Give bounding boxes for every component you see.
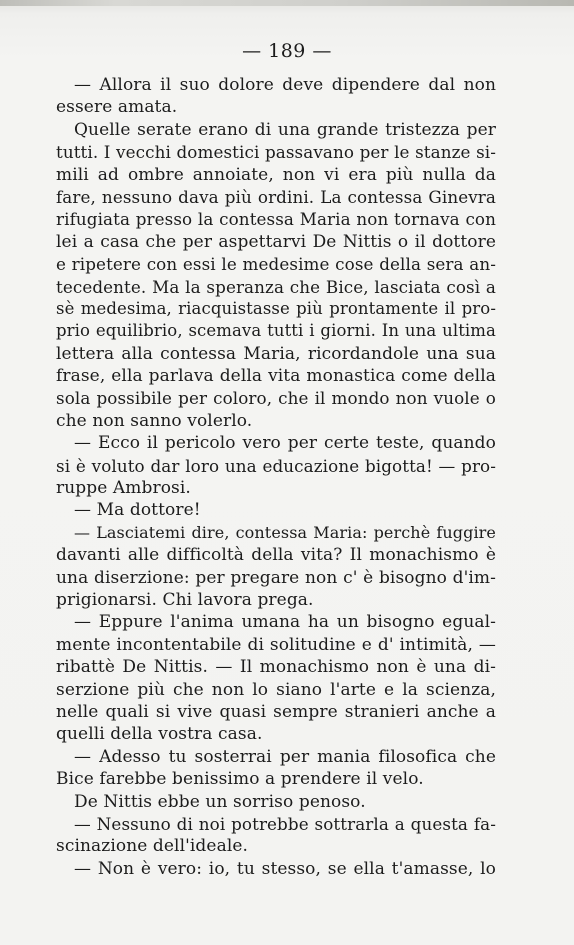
text-line: davanti alle difficoltà della vita? Il monachismo è: [56, 545, 496, 566]
text-line: ribattè De Nittis. — Il monachismo non è una di-: [56, 657, 496, 678]
text-line: fare, nessuno dava più ordini. La contessa Ginevra: [56, 186, 496, 207]
text-line: — Lasciatemi dire, contessa Maria: perchè fuggire: [74, 522, 496, 542]
text-line: una diserzione: per pregare non c' è bisogno d'im-: [56, 567, 496, 588]
text-line: De Nittis ebbe un sorriso penoso.: [74, 791, 366, 812]
text-line: quelli della vostra casa.: [56, 724, 263, 745]
text-line: sè medesima, riacquistasse più prontamente il pro-: [56, 298, 496, 318]
text-line: — Nessuno di noi potrebbe sottrarla a questa fa-: [74, 813, 496, 834]
text-line: — Eppure l'anima umana ha un bisogno egual-: [74, 612, 496, 633]
text-line: che non sanno volerlo.: [56, 410, 253, 431]
text-line: e ripetere con essi le medesime cose della sera an-: [56, 254, 496, 275]
text-line: serzione più che non lo siano l'arte e la scienza,: [56, 679, 496, 700]
text-line: prigionarsi. Chi lavora prega.: [56, 589, 314, 610]
text-line: — Ecco il pericolo vero per certe teste, quando: [74, 433, 496, 454]
page-number: — 189 —: [242, 40, 332, 62]
text-line: sola possibile per coloro, che il mondo non vuole o: [56, 388, 496, 409]
text-line: mili ad ombre annoiate, non vi era più nulla da: [56, 164, 496, 185]
text-line: si è voluto dar loro una educazione bigotta! — pro-: [56, 455, 496, 476]
text-line: prio equilibrio, scemava tutti i giorni. In una ultima: [56, 321, 496, 341]
text-line: essere amata.: [56, 97, 178, 118]
text-line: mente incontentabile di solitudine e d' intimità, —: [56, 634, 496, 655]
text-line: ruppe Ambrosi.: [56, 478, 191, 499]
text-line: frase, ella parlava della vita monastica come della: [56, 366, 496, 387]
text-line: rifugiata presso la contessa Maria non tornava con: [56, 209, 496, 230]
page-top-edge: [0, 0, 574, 6]
text-line: tecedente. Ma la speranza che Bice, lasciata così a: [56, 276, 496, 297]
text-line: Quelle serate erano di una grande tristezza per: [74, 119, 496, 140]
text-line: — Adesso tu sosterrai per mania filosofica che: [74, 746, 496, 767]
text-line: — Non è vero: io, tu stesso, se ella t'amasse, lo: [74, 858, 496, 879]
text-line: scinazione dell'ideale.: [56, 836, 249, 857]
text-line: nelle quali si vive quasi sempre stranieri anche a: [56, 701, 496, 722]
text-line: tutti. I vecchi domestici passavano per le stanze si-: [56, 142, 496, 163]
text-line: — Ma dottore!: [74, 500, 201, 521]
text-line: lei a casa che per aspettarvi De Nittis o il dottore: [56, 231, 496, 252]
text-line: — Allora il suo dolore deve dipendere dal non: [74, 75, 496, 95]
text-line: lettera alla contessa Maria, ricordandole una sua: [56, 343, 496, 364]
text-line: Bice farebbe benissimo a prendere il velo.: [56, 769, 424, 790]
body-text: [56, 74, 496, 880]
